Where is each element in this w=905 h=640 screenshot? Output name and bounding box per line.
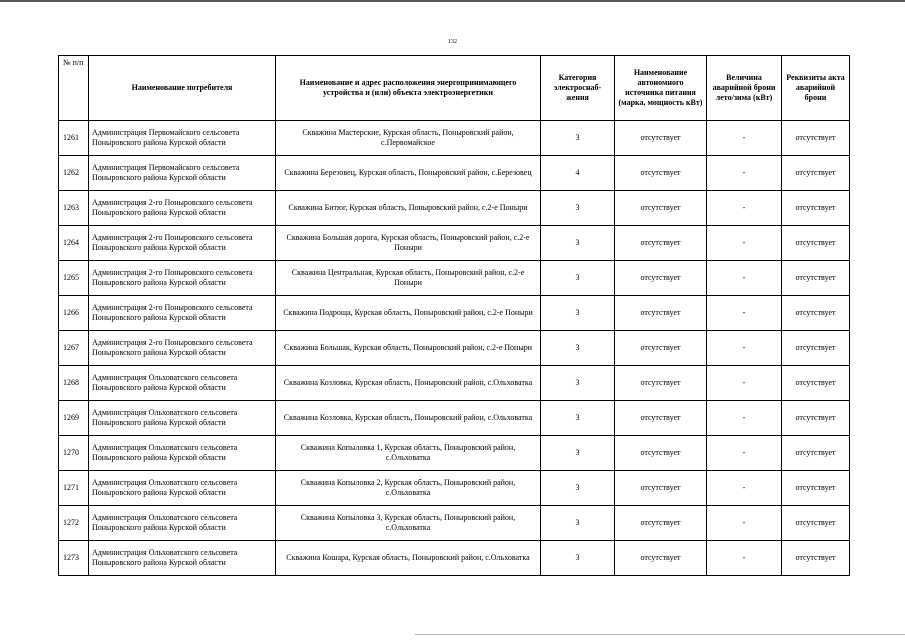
- cell-act: отсутствует: [782, 541, 850, 576]
- cell-act: отсутствует: [782, 121, 850, 156]
- cell-num: 1262: [59, 156, 89, 191]
- cell-device: Скважина Копыловка 1, Курская область, Поныровский район, с.Ольховатка: [276, 436, 541, 471]
- cell-category: 3: [541, 401, 615, 436]
- cell-num: 1267: [59, 331, 89, 366]
- cell-consumer: Администрация Ольховатского сельсовета Поныровского района Курской области: [89, 366, 276, 401]
- cell-category: 3: [541, 226, 615, 261]
- cell-num: 1266: [59, 296, 89, 331]
- cell-num: 1264: [59, 226, 89, 261]
- table-body: [59, 121, 850, 576]
- cell-reserve: -: [707, 331, 782, 366]
- cell-source: отсутствует: [615, 191, 707, 226]
- cell-act: отсутствует: [782, 261, 850, 296]
- cell-act: отсутствует: [782, 436, 850, 471]
- header-consumer: Наименование потребителя: [89, 56, 276, 121]
- table-row: [59, 156, 850, 191]
- cell-num: 1265: [59, 261, 89, 296]
- cell-source: отсутствует: [615, 436, 707, 471]
- top-border-line: [0, 0, 905, 2]
- header-num: № п/п: [59, 56, 89, 121]
- cell-source: отсутствует: [615, 366, 707, 401]
- cell-device: Скважина Большая дорога, Курская область, Поныровский район, с.2-е Поныри: [276, 226, 541, 261]
- cell-reserve: -: [707, 401, 782, 436]
- cell-act: отсутствует: [782, 331, 850, 366]
- cell-category: 3: [541, 331, 615, 366]
- cell-act: отсутствует: [782, 366, 850, 401]
- table-row: [59, 331, 850, 366]
- cell-category: 3: [541, 436, 615, 471]
- header-act: Реквизиты акта аварийной брони: [782, 56, 850, 121]
- cell-source: отсутствует: [615, 401, 707, 436]
- table-row: [59, 401, 850, 436]
- cell-device: Скважина Битюг, Курская область, Поныровский район, с.2-е Поныри: [276, 191, 541, 226]
- table-row: [59, 261, 850, 296]
- header-device: Наименование и адрес расположения энергопринимающего устройства и (или) объекта электроэнергетики: [276, 56, 541, 121]
- header-reserve: Величина аварийной брони лето/зима (кВт): [707, 56, 782, 121]
- header-source: Наименование автономного источника питания (марка, мощность кВт): [615, 56, 707, 121]
- cell-device: Скважина Копыловка 2, Курская область, Поныровский район, с.Ольховатка: [276, 471, 541, 506]
- cell-category: 3: [541, 191, 615, 226]
- cell-reserve: -: [707, 191, 782, 226]
- cell-category: 3: [541, 366, 615, 401]
- cell-consumer: Администрация Ольховатского сельсовета Поныровского района Курской области: [89, 401, 276, 436]
- cell-num: 1273: [59, 541, 89, 576]
- cell-reserve: -: [707, 296, 782, 331]
- bottom-scan-line: [415, 634, 905, 635]
- cell-reserve: -: [707, 261, 782, 296]
- cell-act: отсутствует: [782, 401, 850, 436]
- cell-category: 3: [541, 261, 615, 296]
- cell-consumer: Администрация 2-го Поныровского сельсовета Поныровского района Курской области: [89, 191, 276, 226]
- cell-category: 3: [541, 121, 615, 156]
- cell-reserve: -: [707, 156, 782, 191]
- cell-consumer: Администрация 2-го Поныровского сельсовета Поныровского района Курской области: [89, 226, 276, 261]
- cell-act: отсутствует: [782, 296, 850, 331]
- cell-device: Скважина Кошара, Курская область, Поныровский район, с.Ольховатка: [276, 541, 541, 576]
- cell-device: Скважина Козловка, Курская область, Поныровский район, с.Ольховатка: [276, 366, 541, 401]
- cell-reserve: -: [707, 541, 782, 576]
- cell-consumer: Администрация 2-го Поныровского сельсовета Поныровского района Курской области: [89, 296, 276, 331]
- cell-source: отсутствует: [615, 471, 707, 506]
- cell-act: отсутствует: [782, 506, 850, 541]
- cell-source: отсутствует: [615, 541, 707, 576]
- cell-reserve: -: [707, 366, 782, 401]
- cell-category: 3: [541, 471, 615, 506]
- table-row: [59, 471, 850, 506]
- cell-device: Скважина Большак, Курская область, Поныровский район, с.2-е Поныри: [276, 331, 541, 366]
- table-row: [59, 506, 850, 541]
- table-row: [59, 121, 850, 156]
- cell-consumer: Администрация Первомайского сельсовета Поныровского района Курской области: [89, 156, 276, 191]
- cell-num: 1261: [59, 121, 89, 156]
- cell-device: Скважина Козловка, Курская область, Поныровский район, с.Ольховатка: [276, 401, 541, 436]
- cell-category: 3: [541, 506, 615, 541]
- cell-source: отсутствует: [615, 121, 707, 156]
- header-category: Категория электроснаб-жения: [541, 56, 615, 121]
- cell-source: отсутствует: [615, 331, 707, 366]
- cell-consumer: Администрация Ольховатского сельсовета Поныровского района Курской области: [89, 436, 276, 471]
- cell-category: 4: [541, 156, 615, 191]
- cell-consumer: Администрация Первомайского сельсовета Поныровского района Курской области: [89, 121, 276, 156]
- cell-source: отсутствует: [615, 261, 707, 296]
- cell-consumer: Администрация 2-го Поныровского сельсовета Поныровского района Курской области: [89, 331, 276, 366]
- cell-device: Скважина Копыловка 3, Курская область, Поныровский район, с.Ольховатка: [276, 506, 541, 541]
- cell-num: 1268: [59, 366, 89, 401]
- cell-device: Скважина Подроща, Курская область, Поныровский район, с.2-е Поныри: [276, 296, 541, 331]
- cell-device: Скважина Мастерские, Курская область, Поныровский район, с.Первомайское: [276, 121, 541, 156]
- cell-num: 1271: [59, 471, 89, 506]
- table-header: [59, 56, 850, 121]
- cell-consumer: Администрация Ольховатского сельсовета Поныровского района Курской области: [89, 541, 276, 576]
- cell-source: отсутствует: [615, 156, 707, 191]
- page-number: 132: [448, 39, 457, 45]
- cell-act: отсутствует: [782, 471, 850, 506]
- table-row: [59, 296, 850, 331]
- cell-reserve: -: [707, 506, 782, 541]
- cell-device: Скважина Березовец, Курская область, Поныровский район, с.Березовец: [276, 156, 541, 191]
- table-row: [59, 541, 850, 576]
- cell-consumer: Администрация Ольховатского сельсовета Поныровского района Курской области: [89, 506, 276, 541]
- cell-category: 3: [541, 541, 615, 576]
- cell-consumer: Администрация Ольховатского сельсовета Поныровского района Курской области: [89, 471, 276, 506]
- cell-category: 3: [541, 296, 615, 331]
- cell-device: Скважина Центральная, Курская область, Поныровский район, с.2-е Поныри: [276, 261, 541, 296]
- cell-num: 1269: [59, 401, 89, 436]
- cell-act: отсутствует: [782, 191, 850, 226]
- cell-reserve: -: [707, 226, 782, 261]
- cell-source: отсутствует: [615, 506, 707, 541]
- table-row: [59, 226, 850, 261]
- cell-reserve: -: [707, 121, 782, 156]
- cell-reserve: -: [707, 471, 782, 506]
- header-row: [59, 56, 850, 121]
- table-row: [59, 366, 850, 401]
- table-row: [59, 436, 850, 471]
- cell-reserve: -: [707, 436, 782, 471]
- cell-num: 1263: [59, 191, 89, 226]
- cell-source: отсутствует: [615, 226, 707, 261]
- cell-num: 1270: [59, 436, 89, 471]
- cell-source: отсутствует: [615, 296, 707, 331]
- cell-consumer: Администрация 2-го Поныровского сельсовета Поныровского района Курской области: [89, 261, 276, 296]
- reserve-table: [58, 55, 850, 576]
- cell-act: отсутствует: [782, 156, 850, 191]
- table-row: [59, 191, 850, 226]
- cell-num: 1272: [59, 506, 89, 541]
- cell-act: отсутствует: [782, 226, 850, 261]
